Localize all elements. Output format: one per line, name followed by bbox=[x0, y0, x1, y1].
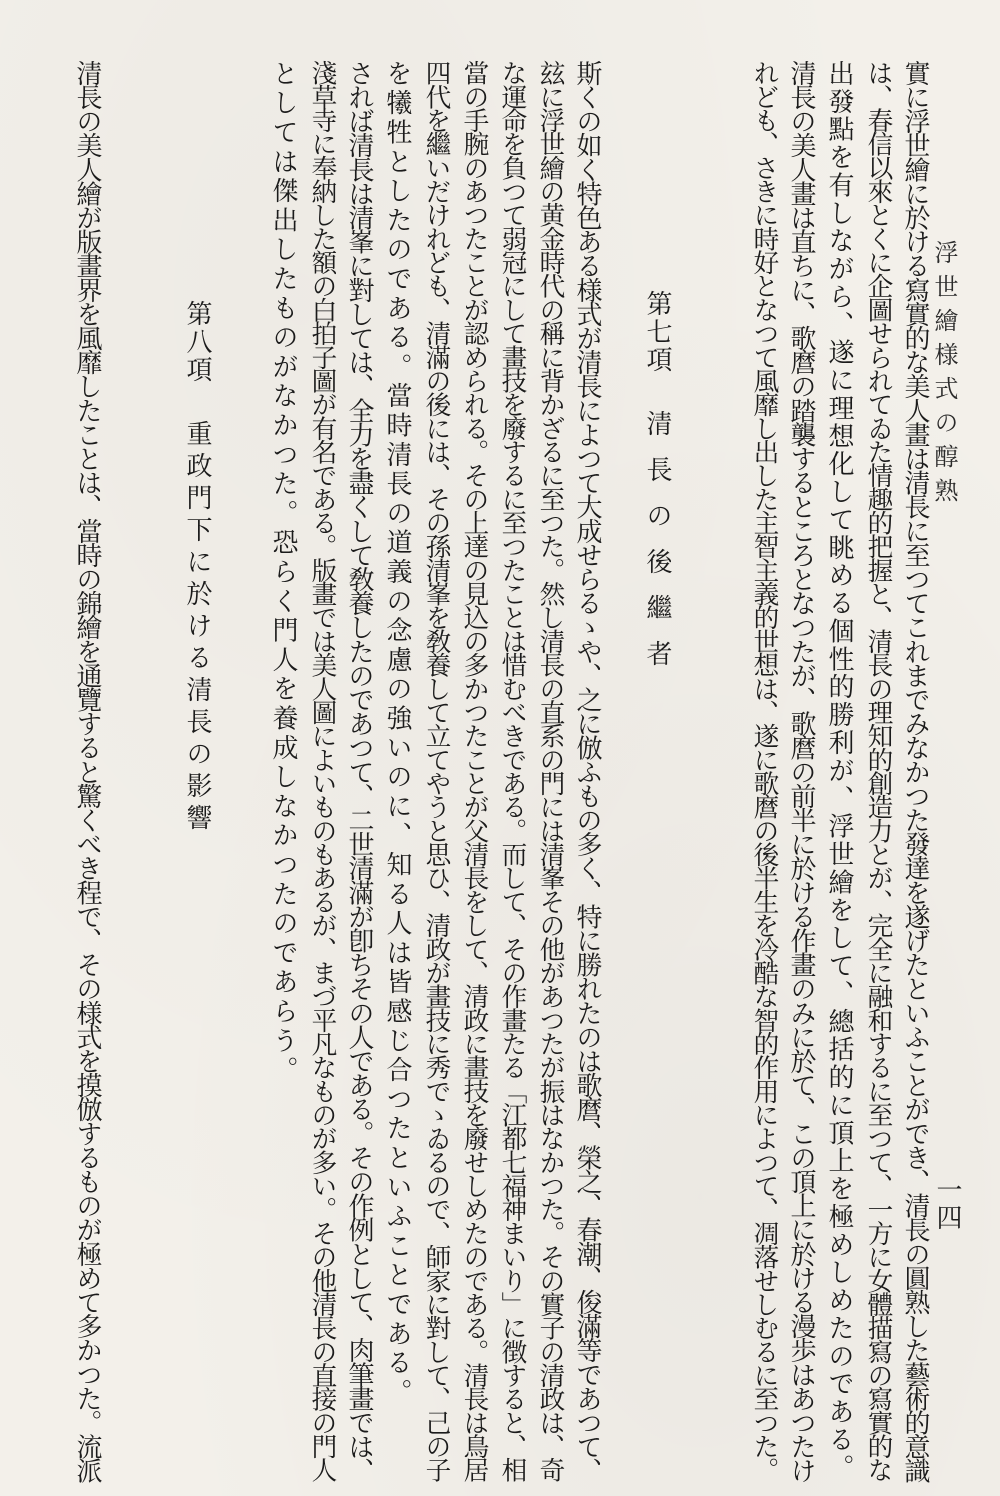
text-column: を犧牲としたのである。當時清長の道義の念慮の強いのに、知る人は皆感じ合つたといふことである。 bbox=[382, 60, 412, 1408]
text-column: 玆に浮世繪の黄金時代の稱に背かざるに至つた。然し清長の直系の門には清峯その他があつたが振はなかつた。その實子の清政は、奇 bbox=[535, 60, 565, 1481]
text-column: としては傑出したものがなかつた。恐らく門人を養成しなかつたのであらう。 bbox=[268, 60, 298, 1086]
text-column: 四代を繼いだけれども、清滿の後には、その孫清峯を敎養して立てやうと思ひ、清政が畫技に秀でゝゐるので、師家に對して、己の子 bbox=[421, 60, 451, 1481]
text-column: は、春信以來とくに企圖せられてゐた情趣的把握と、清長の理知的創造力とが、完全に融和するに至つて、一方に女體描寫の寫實的な bbox=[863, 60, 893, 1481]
section-heading-7 bbox=[644, 290, 670, 686]
text-column: 斯くの如く特色ある様式が清長によつて大成せらるゝや、之に倣ふもの多く、特に勝れたのは歌麿、榮之、春潮、俊滿等であつて、 bbox=[572, 60, 602, 1482]
section-title: 清長の後繼者 bbox=[642, 410, 672, 686]
section-heading-8 bbox=[184, 300, 210, 836]
section-number: 第八項 bbox=[182, 300, 212, 384]
section-number: 第七項 bbox=[642, 290, 672, 374]
page-number: 一四 bbox=[932, 1176, 962, 1232]
text-column: されば清長は清峯に對しては、全力を盡くして敎養したのであつて、二世清滿が卽ちその人である。その作例として、肉筆畫では、 bbox=[344, 60, 374, 1482]
text-column: な運命を負つて弱冠にして畫技を廢するに至つたことは惜むべきである。而して、その作畫たる「江都七福神まいり」に徴すると、相 bbox=[497, 60, 527, 1481]
text-column: 淺草寺に奉納した額の白拍子圖が有名である。版畫では美人圖によいものもあるが、まづ平凡なものが多い。その他清長の直接の門人 bbox=[307, 60, 337, 1481]
text-column: 出發點を有しながら、遂に理想化して眺める個性的勝利が、浮世繪をして、總括的に頂上を極めしめたのである。 bbox=[824, 60, 854, 1482]
section-title: 重政門下に於ける清長の影響 bbox=[182, 420, 212, 836]
text-column: 當の手腕のあつたことが認められる。その上達の見込の多かつたことが父清長をして、清政に畫技を廢せしめたのである。清長は鳥居 bbox=[459, 60, 489, 1481]
running-head: 浮世繪様式の醇熟 bbox=[930, 240, 958, 512]
text-column: れども、さきに時好となつて風靡し出した主智主義的世想は、遂に歌麿の後半生を冷酷な智的作用によつて、凋落せしむるに至つた。 bbox=[749, 60, 779, 1481]
text-column: 清長の美人畫は直ちに、歌麿の踏襲するところとなつたが、歌麿の前半に於ける作畫のみに於て、この頂上に於ける漫歩はあつたけ bbox=[786, 60, 816, 1482]
text-column: 清長の美人繪が版畫界を風靡したことは、當時の錦繪を通覽すると驚くべき程で、その様式を摸倣するものが極めて多かつた。流派 bbox=[72, 60, 102, 1482]
text-column: 實に浮世繪に於ける寫實的な美人畫は清長に至つてこれまでみなかつた發達を遂げたといふことができ、清長の圓熟した藝術的意識 bbox=[900, 60, 930, 1482]
